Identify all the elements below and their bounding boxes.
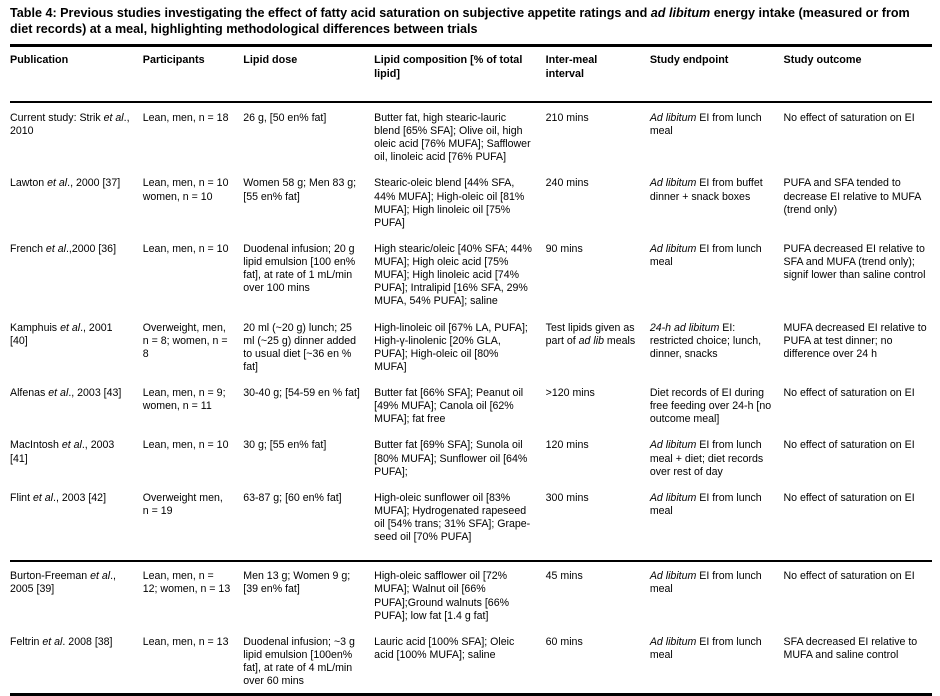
cell-publication: Burton-Freeman et al., 2005 [39] bbox=[10, 570, 116, 596]
table-row-alfenas-2003 bbox=[10, 379, 932, 431]
cell-lipid-composition: Stearic-oleic blend [44% SFA, 44% MUFA]; High-oleic oil [81% MUFA]; High linoleic oil [75% PUFA] bbox=[374, 177, 525, 229]
cell-study-endpoint: Ad libitum EI from lunch meal bbox=[649, 570, 762, 596]
paper-table bbox=[10, 44, 932, 696]
cell-study-outcome: No effect of saturation on EI bbox=[783, 439, 915, 452]
cell-lipid-composition: Butter fat [69% SFA]; Sunola oil [80% MUFA]; Sunflower oil [64% PUFA]; bbox=[374, 439, 528, 478]
cell-publication: Current study: Strik et al., 2010 bbox=[10, 111, 130, 138]
column-header-lipid-dose: Lipid dose bbox=[243, 46, 374, 102]
column-header-participants: Participants bbox=[143, 46, 243, 102]
cell-lipid-dose: Men 13 g; Women 9 g; [39 en% fat] bbox=[243, 570, 351, 596]
cell-publication: Kamphuis et al., 2001 [40] bbox=[10, 321, 113, 347]
table-body bbox=[10, 102, 932, 695]
cell-inter-meal-interval: Test lipids given as part of ad lib meals bbox=[545, 321, 636, 347]
table-row-macintosh-2003 bbox=[10, 431, 932, 483]
cell-inter-meal-interval: 90 mins bbox=[545, 242, 583, 255]
cell-study-outcome: No effect of saturation on EI bbox=[784, 484, 932, 562]
table-header-row bbox=[10, 46, 932, 102]
cell-study-endpoint: Ad libitum EI from lunch meal bbox=[649, 111, 762, 138]
cell-study-outcome: PUFA decreased EI relative to SFA and MUFA (trend only); signif lower than saline control bbox=[783, 242, 926, 282]
cell-lipid-composition: Butter fat, high stearic-lauric blend [65% SFA]; Olive oil, high oleic acid [76% MUFA]; Safflower oil, linoleic acid [76% PUFA] bbox=[374, 111, 531, 164]
cell-participants: Lean, men, n = 10 women, n = 10 bbox=[142, 177, 229, 203]
cell-inter-meal-interval: 300 mins bbox=[546, 484, 650, 562]
cell-lipid-composition: Butter fat [66% SFA]; Peanut oil [49% MUFA]; Canola oil [62% MUFA]; fat free bbox=[374, 387, 524, 426]
cell-study-outcome: PUFA and SFA tended to decrease EI relative to MUFA (trend only) bbox=[783, 177, 921, 216]
cell-study-outcome: No effect of saturation on EI bbox=[783, 111, 915, 124]
cell-participants: Lean, men, n = 13 bbox=[142, 635, 229, 648]
cell-lipid-dose: Duodenal infusion; ~3 g lipid emulsion [100en% fat], at rate of 4 mL/min over 60 mins bbox=[243, 635, 355, 688]
cell-participants: Overweight, men, n = 8; women, n = 8 bbox=[142, 321, 228, 360]
cell-inter-meal-interval: 60 mins bbox=[545, 635, 583, 648]
cell-publication: Lawton et al., 2000 [37] bbox=[10, 177, 121, 190]
column-header-study-outcome: Study outcome bbox=[784, 46, 932, 102]
column-header-publication: Publication bbox=[10, 46, 143, 102]
cell-study-endpoint: Ad libitum EI from buffet dinner + snack boxes bbox=[649, 177, 763, 203]
table-row-kamphuis-2001 bbox=[10, 314, 932, 380]
cell-study-endpoint: Ad libitum EI from lunch meal + diet; diet records over rest of day bbox=[649, 439, 764, 478]
cell-lipid-dose: 26 g, [50 en% fat] bbox=[243, 111, 327, 124]
column-header-study-endpoint: Study endpoint bbox=[650, 46, 784, 102]
cell-publication: Alfenas et al., 2003 [43] bbox=[10, 387, 122, 400]
cell-lipid-composition: Lauric acid [100% SFA]; Oleic acid [100% MUFA]; saline bbox=[374, 635, 515, 661]
table-row-burton-freeman-2005 bbox=[10, 561, 932, 628]
cell-study-endpoint: Ad libitum EI from lunch meal bbox=[649, 242, 762, 269]
cell-study-outcome: MUFA decreased EI relative to PUFA at test dinner; no difference over 24 h bbox=[783, 321, 927, 360]
cell-inter-meal-interval: 45 mins bbox=[545, 570, 583, 583]
cell-lipid-dose: 20 ml (~20 g) lunch; 25 ml (~25 g) dinner added to usual diet [~36 en % fat] bbox=[243, 321, 357, 373]
column-header-lipid-composition: Lipid composition [% of total lipid] bbox=[374, 46, 545, 102]
cell-participants: Lean, men, n = 10 bbox=[142, 439, 229, 452]
cell-participants: Lean, men, n = 18 bbox=[142, 111, 229, 124]
cell-lipid-composition: High stearic/oleic [40% SFA; 44% MUFA]; High oleic acid [75% MUFA]; High linoleic acid [74% PUFA]; Intralipid [16% SFA, 29% MUFA, 54% PUFA]; saline bbox=[374, 242, 532, 308]
cell-participants: Overweight men, n = 19 bbox=[143, 484, 243, 562]
cell-lipid-composition: High-oleic safflower oil [72% MUFA]; Walnut oil [66% PUFA];Ground walnuts [66% PUFA]; low fat [1.4 g fat] bbox=[374, 570, 510, 622]
cell-participants: Lean, men, n = 12; women, n = 13 bbox=[142, 570, 231, 596]
cell-lipid-dose: Women 58 g; Men 83 g; [55 en% fat] bbox=[243, 177, 357, 203]
table-row-french-2000 bbox=[10, 235, 932, 314]
cell-inter-meal-interval: >120 mins bbox=[545, 387, 595, 400]
cell-participants: Lean, men, n = 10 bbox=[142, 242, 229, 255]
cell-study-endpoint: Diet records of EI during free feeding over 24-h [no outcome meal] bbox=[649, 387, 772, 426]
cell-publication: French et al.,2000 [36] bbox=[10, 242, 117, 255]
cell-publication: Feltrin et al. 2008 [38] bbox=[10, 635, 113, 648]
cell-study-outcome: SFA decreased EI relative to MUFA and saline control bbox=[783, 635, 918, 661]
table-title: Table 4: Previous studies investigating the effect of fatty acid saturation on subjective appetite ratings and ad libitum energy intake (measured or from diet records) at a meal, highlighting methodological differences between trials bbox=[10, 6, 910, 36]
cell-study-endpoint: Ad libitum EI from lunch meal bbox=[649, 635, 762, 661]
table-row-feltrin-2008 bbox=[10, 628, 932, 695]
cell-inter-meal-interval: 120 mins bbox=[545, 439, 589, 452]
table-row-strik-2010 bbox=[10, 102, 932, 170]
cell-study-endpoint: Ad libitum EI from lunch meal bbox=[650, 484, 784, 562]
cell-inter-meal-interval: 210 mins bbox=[545, 111, 589, 124]
cell-lipid-dose: 30 g; [55 en% fat] bbox=[243, 439, 327, 452]
cell-publication: MacIntosh et al., 2003 [41] bbox=[10, 439, 115, 465]
table-row-lawton-2000 bbox=[10, 169, 932, 235]
cell-lipid-dose: 63-87 g; [60 en% fat] bbox=[243, 484, 374, 562]
cell-lipid-dose: 30-40 g; [54-59 en % fat] bbox=[243, 387, 360, 400]
cell-lipid-dose: Duodenal infusion; 20 g lipid emulsion [100 en% fat], at rate of 1 mL/min over 100 mins bbox=[243, 242, 356, 295]
cell-publication: Flint et al., 2003 [42] bbox=[10, 484, 143, 562]
cell-study-endpoint: 24-h ad libitum EI: restricted choice; lunch, dinner, snacks bbox=[649, 321, 762, 360]
cell-lipid-composition: High-linoleic oil [67% LA, PUFA]; High-γ-linolenic [20% GLA, PUFA]; High-oleic oil [80% MUFA] bbox=[374, 321, 528, 373]
cell-inter-meal-interval: 240 mins bbox=[545, 177, 589, 190]
cell-participants: Lean, men, n = 9; women, n = 11 bbox=[142, 387, 226, 413]
cell-study-outcome: No effect of saturation on EI bbox=[783, 570, 915, 583]
table-header bbox=[10, 46, 932, 102]
cell-lipid-composition: High-oleic sunflower oil [83% MUFA]; Hydrogenated rapeseed oil [54% trans; 31% SFA]; Grape- seed oil [70% PUFA] bbox=[374, 484, 545, 562]
cell-study-outcome: No effect of saturation on EI bbox=[783, 387, 915, 400]
column-header-inter-meal-interval: Inter-meal interval bbox=[546, 46, 650, 102]
table-row-flint-2003 bbox=[10, 484, 932, 562]
